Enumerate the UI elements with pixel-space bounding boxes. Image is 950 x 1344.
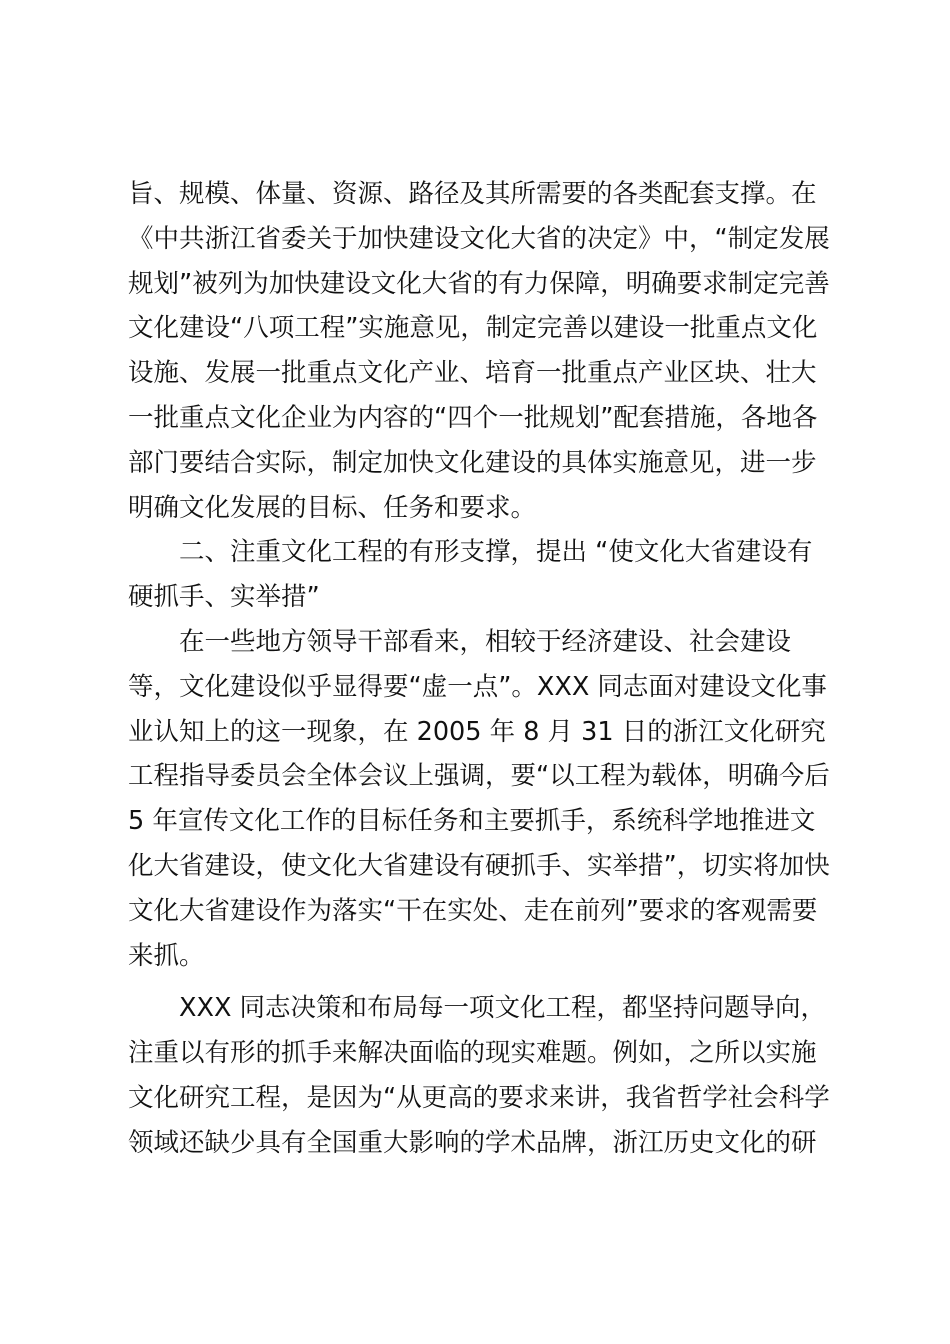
text-line: 化大省建设，使文化大省建设有硬抓手、实举措”，切实将加快 — [128, 850, 830, 881]
text-line: 在一些地方领导干部看来，相较于经济建设、社会建设 — [179, 626, 792, 657]
heading-line: 硬抓手、实举措” — [128, 582, 320, 613]
paragraph-gap — [128, 978, 834, 986]
text-line: 注重以有形的抓手来解决面临的现实难题。例如，之所以实施 — [128, 1038, 817, 1069]
document-body — [128, 172, 834, 1166]
text-line: 明确文化发展的目标、任务和要求。 — [128, 492, 537, 523]
text-line: 一批重点文化企业为内容的“四个一批规划”配套措施，各地各 — [128, 402, 818, 433]
text-line: 来抓。 — [128, 940, 205, 971]
text-line: 《中共浙江省委关于加快建设文化大省的决定》中，“制定发展 — [128, 223, 830, 254]
paragraph-1 — [128, 172, 834, 530]
text-line: 5 年宣传文化工作的目标任务和主要抓手，系统科学地推进文 — [128, 806, 816, 837]
text-line: 部门要结合实际，制定加快文化建设的具体实施意见，进一步 — [128, 447, 817, 478]
text-line: 文化大省建设作为落实“干在实处、走在前列”要求的客观需要 — [128, 895, 818, 926]
text-line: XXX 同志决策和布局每一项文化工程，都坚持问题导向， — [179, 993, 827, 1024]
section-heading — [128, 530, 834, 620]
text-line: 旨、规模、体量、资源、路径及其所需要的各类配套支撑。在 — [128, 179, 817, 209]
text-line: 领域还缺少具有全国重大影响的学术品牌，浙江历史文化的研 — [128, 1127, 817, 1158]
text-line: 规划”被列为加快建设文化大省的有力保障，明确要求制定完善 — [128, 268, 830, 299]
paragraph-4 — [128, 986, 834, 1165]
paragraph-3 — [128, 620, 834, 978]
text-line: 业认知上的这一现象，在 2005 年 8 月 31 日的浙江文化研究 — [128, 716, 826, 747]
text-line: 文化建设“八项工程”实施意见，制定完善以建设一批重点文化 — [128, 313, 818, 344]
text-line: 等，文化建设似乎显得要“虚一点”。XXX 同志面对建设文化事 — [128, 671, 827, 702]
heading-line: 二、注重文化工程的有形支撑，提出 “使文化大省建设有 — [179, 537, 813, 568]
text-line: 设施、发展一批重点文化产业、培育一批重点产业区块、壮大 — [128, 358, 817, 389]
text-line: 工程指导委员会全体会议上强调，要“以工程为载体，明确今后 — [128, 761, 830, 792]
text-line: 文化研究工程，是因为“从更高的要求来讲，我省哲学社会科学 — [128, 1082, 830, 1113]
